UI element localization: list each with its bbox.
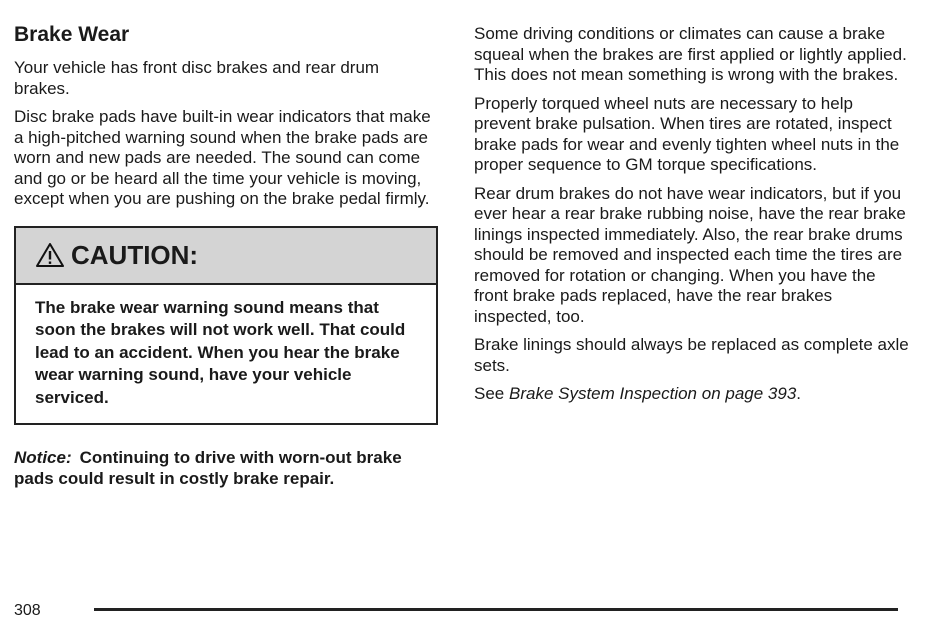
see-reference-paragraph bbox=[474, 384, 914, 405]
cross-reference-link[interactable]: Brake System Inspection on page 393 bbox=[508, 384, 797, 403]
page-number: 308 bbox=[14, 602, 41, 619]
intro-paragraph: Your vehicle has front disc brakes and rear drum brakes. bbox=[14, 58, 380, 98]
notice-label: Notice: bbox=[14, 448, 72, 467]
notice-text: Continuing to drive with worn-out brake pads could result in costly brake repair. bbox=[14, 448, 402, 488]
caution-body: The brake wear warning sound means that soon the brakes will not work well. That could lead to an accident. When you hear the brake wear warning sound, have your vehicle serviced. bbox=[35, 297, 406, 407]
rear-drum-paragraph: Rear drum brakes do not have wear indicators, but if you ever hear a rear brake rubbing noise, have the rear brake linings inspected immediately. Also, the rear brake drums should be removed and inspected each time the tires are removed for rotation or changing. When you have the front brake pads replaced, have the rear brakes inspected, too. bbox=[474, 183, 906, 326]
brake-linings-paragraph: Brake linings should always be replaced as complete axle sets. bbox=[474, 335, 909, 375]
caution-title: CAUTION: bbox=[71, 239, 199, 270]
section-heading: Brake Wear bbox=[14, 23, 130, 46]
warning-triangle-icon bbox=[35, 242, 65, 268]
wheel-nuts-paragraph: Properly torqued wheel nuts are necessary to help prevent brake pulsation. When tires are rotated, inspect brake pads for wear and evenly tighten wheel nuts in the proper sequence to GM torque specifications. bbox=[474, 93, 900, 174]
notice bbox=[14, 447, 438, 489]
left-column bbox=[14, 22, 438, 489]
caution-box bbox=[14, 226, 438, 426]
wear-indicator-paragraph: Disc brake pads have built-in wear indicators that make a high-pitched warning sound when the brake pads are worn and new pads are needed. The sound can come and go or be heard all the time your vehicle is moving, except when you are pushing on the brake pedal firmly. bbox=[14, 107, 431, 208]
see-prefix: See bbox=[474, 384, 505, 403]
footer-rule bbox=[94, 608, 898, 611]
caution-header bbox=[16, 228, 436, 285]
brake-squeal-paragraph: Some driving conditions or climates can cause a brake squeal when the brakes are first applied or lightly applied. This does not mean something is wrong with the brakes. bbox=[474, 24, 907, 84]
see-suffix: . bbox=[796, 384, 802, 403]
right-column bbox=[474, 24, 914, 413]
